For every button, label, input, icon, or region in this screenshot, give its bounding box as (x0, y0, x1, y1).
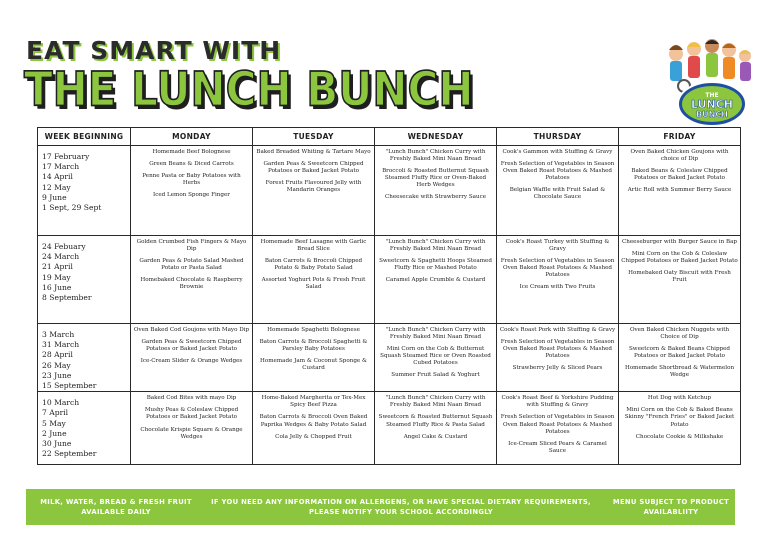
menu-cell-tuesday (253, 392, 375, 465)
menu-item: Fresh Selection of Vegetables in Season Oven Baked Roast Potatoes & Mashed Potatoes (500, 161, 615, 182)
menu-item: Chocolate Cookie & Milkshake (635, 433, 724, 440)
menu-item: Summer Fruit Salad & Yoghurt (391, 372, 480, 379)
footer-allergen-notice (206, 497, 596, 517)
menu-item: Baked Breaded Whiting & Tartare Mayo (256, 149, 371, 155)
week-date: 22 September (42, 449, 97, 459)
menu-item: Penne Pasta or Baby Potatoes with Herbs (142, 173, 241, 187)
menu-item: Baton Carrots & Broccoli Oven Baked Paprika Wedges & Baby Potato Salad (259, 414, 368, 428)
week-date: 23 June (42, 370, 72, 380)
menu-item: Fresh Selection of Vegetables in Season Oven Baked Roast Potatoes & Mashed Potatoes (500, 339, 615, 360)
menu-item: Baked Cod Bites with mayo Dip (146, 395, 237, 402)
menu-cell-thursday (497, 392, 619, 465)
menu-item: "Lunch Bunch" Chicken Curry with Freshly Baked Mini Naan Bread (385, 327, 486, 341)
week-date: 30 June (42, 439, 72, 449)
menu-item: "Lunch Bunch" Chicken Curry with Freshly Baked Mini Naan Bread (385, 395, 486, 409)
logo-text-the: THE (705, 92, 719, 99)
menu-cell-wednesday (375, 146, 497, 236)
menu-item: Cheesecake with Strawberry Sauce (384, 194, 487, 201)
week-date: 19 May (42, 272, 71, 282)
week-date: 28 April (42, 350, 73, 360)
header-row (38, 128, 741, 146)
header-wednesday: WEDNESDAY (375, 128, 497, 146)
menu-item: Homebaked Chocolate & Raspberry Brownie (140, 277, 243, 291)
week-row (38, 236, 741, 324)
menu-cell-monday (131, 324, 253, 392)
menu-item: Sweetcorn & Roasted Butternut Squash Steamed Fluffy Rice & Pasta Salad (378, 414, 493, 428)
menu-item: Oven Baked Cod Goujons with Mayo Dip (133, 327, 250, 333)
menu-cell-friday (619, 146, 741, 236)
header-friday: FRIDAY (619, 128, 741, 146)
menu-item: Homemade Shortbread & Watermelon Wedge (624, 365, 735, 379)
week-row (38, 392, 741, 465)
menu-item: Ice-Cream Slider & Orange Wedges (140, 358, 243, 365)
menu-item: Strawberry Jelly & Sliced Pears (512, 365, 603, 372)
week-date: 17 February (42, 152, 90, 161)
week-date: 9 June (42, 192, 67, 202)
footer-availability (606, 497, 736, 517)
menu-cell-thursday (497, 324, 619, 392)
menu-item: Mini Corn on the Cob & Coleslaw Chipped Potatoes or Baked Jacket Potato (621, 251, 738, 265)
footer-daily-line-1: MILK, WATER, BREAD & FRESH FRUIT (40, 498, 192, 506)
week-date: 7 April (42, 408, 69, 418)
menu-cell-tuesday (253, 236, 375, 324)
menu-item: Mini Corn on the Cob & Butternut Squash Steamed Rice or Oven Roasted Cubed Potatoes (380, 346, 491, 367)
title-lunch-bunch: THE LUNCH BUNCH (24, 62, 474, 117)
menu-item: Sweetcorn & Spaghetti Hoops Steamed Fluffy Rice or Mashed Potato (379, 258, 492, 272)
week-date: 24 March (42, 252, 80, 262)
footer-daily-line-2: AVAILABLE DAILY (81, 508, 151, 516)
menu-cell-tuesday (253, 324, 375, 392)
menu-item: Fresh Selection of Vegetables in Season Oven Baked Roast Potatoes & Mashed Potatoes (500, 414, 615, 435)
week-date: 5 May (42, 418, 66, 428)
menu-item: Belgian Waffle with Fruit Salad & Chocolate Sauce (509, 187, 606, 201)
menu-item: Cook's Roast Pork with Stuffing & Gravy (499, 327, 616, 333)
week-date: 1 Sept, 29 Sept (42, 203, 102, 213)
menu-item: Assorted Yoghurt Pots & Fresh Fruit Salad (261, 277, 366, 291)
menu-item: Fresh Selection of Vegetables in Season Oven Baked Roast Potatoes & Mashed Potatoes (500, 258, 615, 279)
menu-item: Garden Peas & Sweetcorn Chipped Potatoes or Baked Jacket Potato (141, 339, 242, 353)
menu-item: Ice Cream with Two Fruits (519, 284, 596, 291)
menu-item: Mushy Peas & Coleslaw Chipped Potatoes or Baked Jacket Potato (144, 407, 239, 421)
menu-cell-wednesday (375, 324, 497, 392)
menu-item: Chocolate Krispie Square & Orange Wedges (140, 426, 243, 440)
menu-item: Golden Crumbed Fish Fingers & Mayo Dip (136, 239, 247, 253)
menu-item: Caramel Apple Crumble & Custard (385, 277, 486, 284)
week-date: 2 June (42, 428, 67, 438)
menu-item: Homemade Spaghetti Bolognese (267, 327, 360, 333)
header-thursday: THURSDAY (497, 128, 619, 146)
menu-item: Broccoli & Roasted Butternut Squash Steamed Fluffy Rice or Oven-Baked Herb Wedges (382, 168, 489, 189)
menu-cell-monday (131, 392, 253, 465)
menu-cell-friday (619, 236, 741, 324)
menu-item: Baton Carrots & Broccoli Spaghetti & Parsley Baby Potatoes (259, 339, 368, 353)
menu-cell-friday (619, 392, 741, 465)
week-date: 8 September (42, 293, 92, 303)
menu-item: Garden Peas & Potato Salad Mashed Potato or Pasta Salad (139, 258, 244, 272)
title-eat-smart: EAT SMART WITH (26, 36, 282, 65)
menu-cell-wednesday (375, 236, 497, 324)
week-row (38, 146, 741, 236)
week-date: 10 March (42, 398, 80, 408)
menu-item: Homemade Beef Bolognese (152, 149, 231, 155)
menu-cell-monday (131, 236, 253, 324)
menu-item: Home-Baked Margherita or Tex-Mex Spicy Beef Pizza (261, 395, 366, 409)
menu-table (37, 127, 741, 465)
menu-item: Homebaked Oaty Biscuit with Fresh Fruit (628, 270, 731, 284)
week-date: 16 June (42, 282, 72, 292)
week-dates-cell (38, 146, 131, 236)
menu-item: Oven Baked Chicken Nuggets with Choice of Dip (629, 327, 730, 341)
lunch-bunch-logo (662, 36, 758, 132)
menu-item: Hot Dog with Ketchup (647, 395, 712, 402)
header-week-beginning: WEEK BEGINNING (38, 128, 131, 146)
week-dates-cell (38, 236, 131, 324)
week-date: 26 May (42, 360, 71, 370)
header-monday: MONDAY (131, 128, 253, 146)
week-date: 21 April (42, 262, 73, 272)
week-date: 3 March (42, 330, 75, 339)
menu-item: Artic Roll with Summer Berry Sauce (627, 187, 732, 194)
week-date: 14 April (42, 172, 73, 182)
menu-item: "Lunch Bunch" Chicken Curry with Freshly Baked Mini Naan Bread (385, 239, 486, 253)
week-date: 31 March (42, 340, 80, 350)
menu-item: Cook's Roast Turkey with Stuffing & Gravy (505, 239, 610, 253)
week-date: 24 Febuary (42, 242, 86, 251)
footer-banner (26, 489, 735, 525)
menu-item: Baton Carrots & Broccoli Chipped Potato & Baby Potato Salad (264, 258, 363, 272)
header-tuesday: TUESDAY (253, 128, 375, 146)
menu-item: Homemade Beef Lasagne with Garlic Bread Slice (260, 239, 367, 253)
menu-item: Oven Baked Chicken Goujons with choice of Dip (630, 149, 729, 163)
menu-item: Sweetcorn & Baked Beans Chipped Potatoes or Baked Jacket Potato (628, 346, 731, 360)
menu-cell-thursday (497, 146, 619, 236)
week-date: 17 March (42, 162, 80, 172)
menu-item: Cook's Roast Beef & Yorkshire Pudding with Stuffing & Gravy (501, 395, 614, 409)
menu-item: Cheeseburger with Burger Sauce in Bap (621, 239, 737, 245)
logo-text-bunch: BUNCH (696, 110, 728, 119)
menu-item: "Lunch Bunch" Chicken Curry with Freshly Baked Mini Naan Bread (385, 149, 486, 163)
menu-item: Homemade Jam & Coconut Sponge & Custard (260, 358, 367, 372)
footer-allergen-line-2: PLEASE NOTIFY YOUR SCHOOL ACCORDINGLY (308, 508, 494, 516)
footer-availability-line-1: MENU SUBJECT TO PRODUCT (612, 498, 730, 506)
week-row (38, 324, 741, 392)
logo-text-lunch: LUNCH (690, 98, 734, 111)
menu-cell-thursday (497, 236, 619, 324)
footer-availability-line-2: AVAILABLIITY (643, 508, 699, 516)
menu-item: Ice-Cream Sliced Pears & Caramel Sauce (508, 440, 607, 454)
week-dates-cell (38, 392, 131, 465)
footer-daily-items (26, 497, 206, 517)
menu-cell-tuesday (253, 146, 375, 236)
menu-cell-wednesday (375, 392, 497, 465)
menu-item: Forest Fruits Flavoured Jelly with Mandarin Oranges (265, 180, 362, 194)
menu-item: Iced Lemon Sponge Finger (153, 192, 230, 199)
menu-cell-monday (131, 146, 253, 236)
week-dates-cell (38, 324, 131, 392)
menu-item: Garden Peas & Sweetcorn Chipped Potatoes or Baked Jacket Potato (263, 161, 364, 175)
menu-item: Green Beans & Diced Carrots (149, 161, 234, 168)
menu-item: Cola Jelly & Chopped Fruit (275, 433, 352, 440)
week-date: 15 September (42, 381, 97, 391)
menu-item: Baked Beans & Coleslaw Chipped Potatoes or Baked Jacket Potato (631, 168, 728, 182)
footer-allergen-line-1: IF YOU NEED ANY INFORMATION ON ALLERGENS, OR HAVE SPECIAL DIETARY REQUIREMENTS, (211, 498, 591, 506)
menu-item: Mini Corn on the Cob & Baked Beans Skinny "French Fries" or Baked Jacket Potato (624, 407, 735, 428)
menu-cell-friday (619, 324, 741, 392)
menu-item: Cook's Gammon with Stuffing & Gravy (502, 149, 613, 155)
menu-item: Angel Cake & Custard (403, 433, 468, 440)
week-date: 12 May (42, 182, 71, 192)
